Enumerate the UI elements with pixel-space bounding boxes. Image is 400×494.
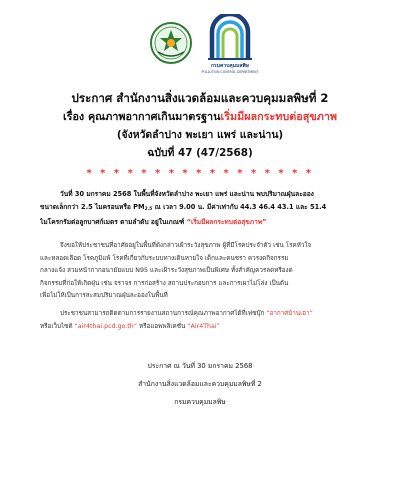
star-divider: * * * * * * * * * * * * * * * * * <box>86 168 314 179</box>
p3-line-1 <box>40 308 370 321</box>
p3-line-2 <box>40 321 370 334</box>
p1-line-2 <box>40 201 370 217</box>
announcement-provinces: (จังหวัดลำปาง พะเยา แพร่ และน่าน) <box>116 129 284 141</box>
p3-line-2-app-text: หรือแอพพลิเคชั่น <box>137 322 188 330</box>
ministry-seal-icon <box>150 22 192 64</box>
announcement-issue: ฉบับที่ 47 (47/2568) <box>147 147 253 159</box>
header-logos <box>0 0 400 76</box>
p1-line-2-text: ขนาดเล็กกว่า 2.5 ไมครอนหรือ PM <box>40 202 145 211</box>
p1-line-3 <box>40 216 370 229</box>
paragraph-channels <box>40 308 370 333</box>
p2-line-1: จึงขอให้ประชาชนที่อาศัยอยู่ในพื้นที่ดังกล่าวเฝ้าระวังสุขภาพ ผู้ที่มีโรคประจำตัว เช่น โรคหัวใจ <box>60 242 312 249</box>
paragraph-advice <box>40 240 370 303</box>
pcd-name-english: POLLUTION CONTROL DEPARTMENT <box>201 70 259 74</box>
facebook-page-link[interactable]: “อากาศบ้านเฮา” <box>266 310 313 317</box>
p1-health-level: “เริ่มมีผลกระทบต่อสุขภาพ” <box>186 218 267 227</box>
p2-line-4: กิจกรรมที่ก่อให้เกิดฝุ่น เช่น จราจร การก่อสร้าง สถานประกอบการ และการเผาไม่โล่ง เป็นต้น <box>40 279 289 287</box>
pcd-name-thai: กรมควบคุมมลพิษ <box>211 63 249 69</box>
p2-line-3: กลางแจ้ง สวมหน้ากากอนามัยแบบ N95 และเฝ้าระวังสุขภาพเป็นพิเศษ ทั้งสำคัญควรลดหรืองด <box>40 267 293 275</box>
p1-line-3-text: ไมโครกรัมต่อลูกบาศก์เมตร ตามลำดับ อยู่ในเกณฑ์ <box>40 218 187 227</box>
announcement-title: ประกาศ สำนักงานสิ่งแวดล้อมและควบคุมมลพิษที่ 2 <box>71 91 329 105</box>
paragraph-measurement <box>40 188 370 229</box>
p1-line-1: วันที่ 30 มกราคม 2568 ในพื้นที่จังหวัดลำปาง พะเยา แพร่ และน่าน พบปริมาณฝุ่นละออง <box>60 190 314 198</box>
p2-line-2: และหลอดเลือด โรคภูมิแพ้ โรคที่เกี่ยวกับระบบทางเดินหายใจ เด็กและคนชรา ควรงดกิจกรรม <box>40 254 289 262</box>
app-link[interactable]: “Air4Thai” <box>187 322 220 330</box>
website-link[interactable]: “air4thai.pcd.go.th” <box>74 322 138 330</box>
pcd-logo <box>198 14 262 76</box>
p2-line-5: เพื่อไม่ให้เป็นการสะสมปริมาณฝุ่นละอองในพื้นที่ <box>40 292 168 300</box>
announcement-subject <box>0 108 400 125</box>
p3-line-2-text: หรือเว็บไซต์ <box>40 322 75 330</box>
issuing-department: กรมควบคุมมลพิษ <box>174 398 226 406</box>
p1-line-2-values: ณ เวลา 9.00 น. มีค่าเท่ากับ 44.3 46.4 43.1 และ 51.4 <box>152 202 327 211</box>
announcement-date: ประกาศ ณ วันที่ 30 มกราคม 2568 <box>147 362 253 370</box>
pcd-emblem-icon <box>198 14 262 62</box>
p3-line-1-text: ประชาชนสามารถติดตามการรายงานสถานการณ์คุณภาพอากาศได้ที่เฟซบุ๊ก <box>60 310 267 317</box>
pm-subscript: 2.5 <box>144 206 153 212</box>
subject-highlight: เริ่มมีผลกระทบต่อสุขภาพ <box>220 110 338 123</box>
issuing-office: สำนักงานสิ่งแวดล้อมและควบคุมมลพิษที่ 2 <box>138 380 262 388</box>
subject-prefix: เรื่อง คุณภาพอากาศเกินมาตรฐาน <box>62 110 221 123</box>
